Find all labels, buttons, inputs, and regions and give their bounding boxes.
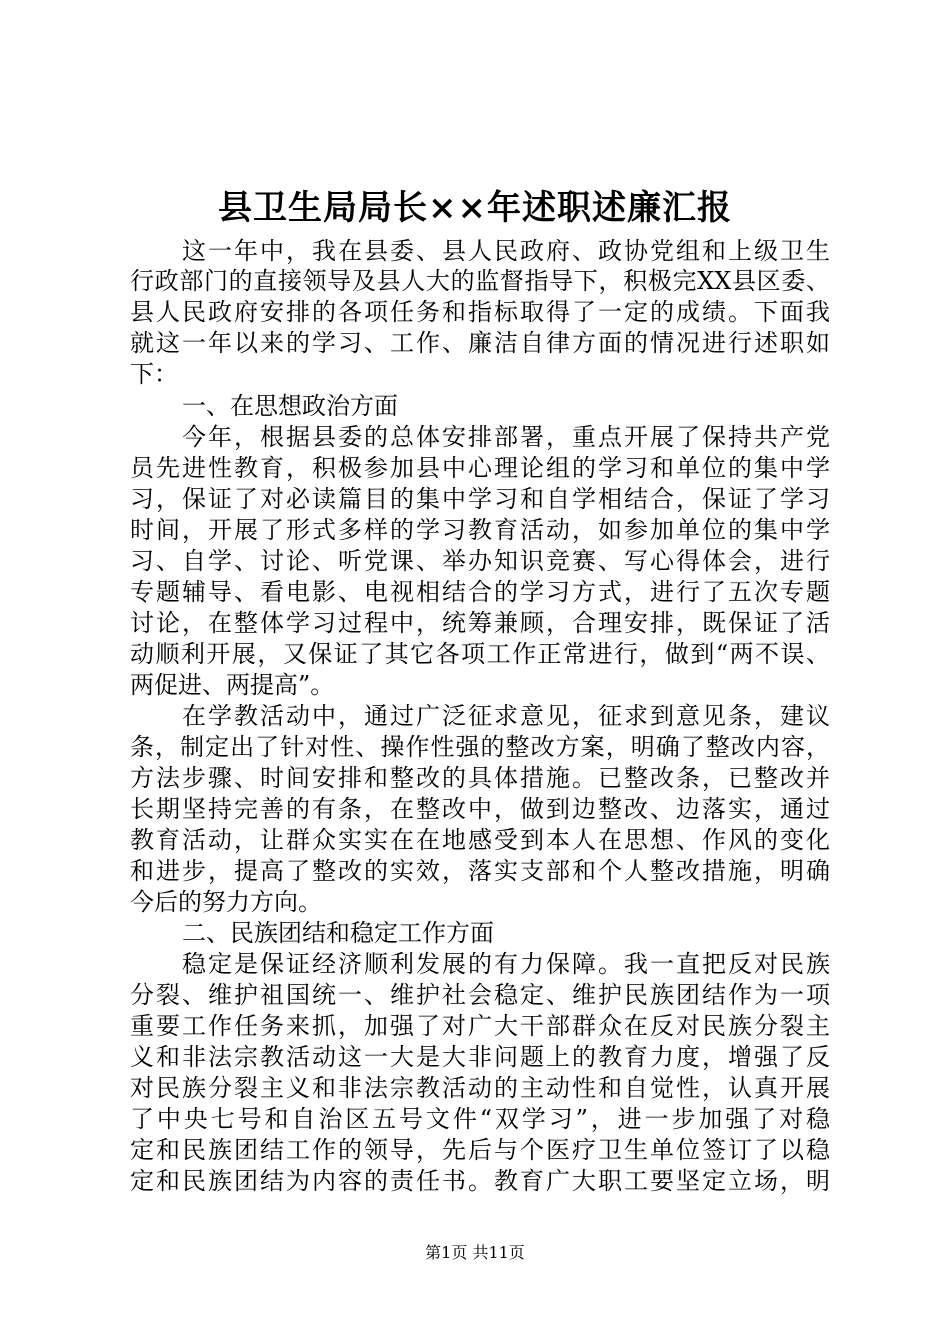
section-heading: 一、在思想政治方面 <box>182 392 398 420</box>
body-line: 了中央七号和自治区五号文件“双学习”，进一步加强了对稳 <box>130 1105 830 1133</box>
body-line: 重要工作任务来抓，加强了对广大干部群众在反对民族分裂主 <box>130 1012 830 1040</box>
body-line: 行政部门的直接领导及县人大的监督指导下，积极完XX县区委、 <box>130 267 830 295</box>
body-line: 习，保证了对必读篇目的集中学习和自学相结合，保证了学习 <box>130 485 830 513</box>
body-line: 这一年中，我在县委、县人民政府、政协党组和上级卫生 <box>182 237 830 265</box>
body-line: 稳定是保证经济顺利发展的有力保障。我一直把反对民族 <box>182 950 830 978</box>
body-line: 在学教活动中，通过广泛征求意见，征求到意见条，建议 <box>182 702 830 730</box>
page-footer: 第1页 共11页 <box>425 1243 525 1262</box>
body-line: 今后的努力方向。 <box>130 888 322 916</box>
body-line: 就这一年以来的学习、工作、廉洁自律方面的情况进行述职如 <box>130 329 830 357</box>
body-line: 对民族分裂主义和非法宗教活动的主动性和自觉性，认真开展 <box>130 1074 830 1102</box>
body-line: 教育活动，让群众实实在在地感受到本人在思想、作风的变化 <box>130 826 830 854</box>
section-heading: 二、民族团结和稳定工作方面 <box>182 919 494 947</box>
body-line: 今年，根据县委的总体安排部署，重点开展了保持共产党 <box>182 423 830 451</box>
document-title: 县卫生局局长××年述职述廉汇报 <box>218 188 732 228</box>
body-line: 专题辅导、看电影、电视相结合的学习方式，进行了五次专题 <box>130 578 830 606</box>
body-line: 义和非法宗教活动这一大是大非问题上的教育力度，增强了反 <box>130 1043 830 1071</box>
body-line: 下： <box>130 360 178 388</box>
body-line: 定和民族团结工作的领导，先后与个医疗卫生单位签订了以稳 <box>130 1136 830 1164</box>
body-line: 员先进性教育，积极参加县中心理论组的学习和单位的集中学 <box>130 454 830 482</box>
body-line: 习、自学、讨论、听党课、举办知识竞赛、写心得体会，进行 <box>130 547 830 575</box>
body-line: 方法步骤、时间安排和整改的具体措施。已整改条，已整改并 <box>130 764 830 792</box>
body-line: 两促进、两提高”。 <box>130 671 335 699</box>
body-line: 动顺利开展，又保证了其它各项工作正常进行，做到“两不误、 <box>130 640 830 668</box>
body-line: 时间，开展了形式多样的学习教育活动，如参加单位的集中学 <box>130 516 830 544</box>
body-line: 长期坚持完善的有条，在整改中，做到边整改、边落实，通过 <box>130 795 830 823</box>
body-line: 讨论，在整体学习过程中，统筹兼顾，合理安排，既保证了活 <box>130 609 830 637</box>
body-line: 分裂、维护祖国统一、维护社会稳定、维护民族团结作为一项 <box>130 981 830 1009</box>
body-line: 县人民政府安排的各项任务和指标取得了一定的成绩。下面我 <box>130 298 830 326</box>
body-line: 和进步，提高了整改的实效，落实支部和个人整改措施，明确 <box>130 857 830 885</box>
body-line: 条，制定出了针对性、操作性强的整改方案，明确了整改内容， <box>130 733 830 761</box>
body-line: 定和民族团结为内容的责任书。教育广大职工要坚定立场，明 <box>130 1167 830 1195</box>
